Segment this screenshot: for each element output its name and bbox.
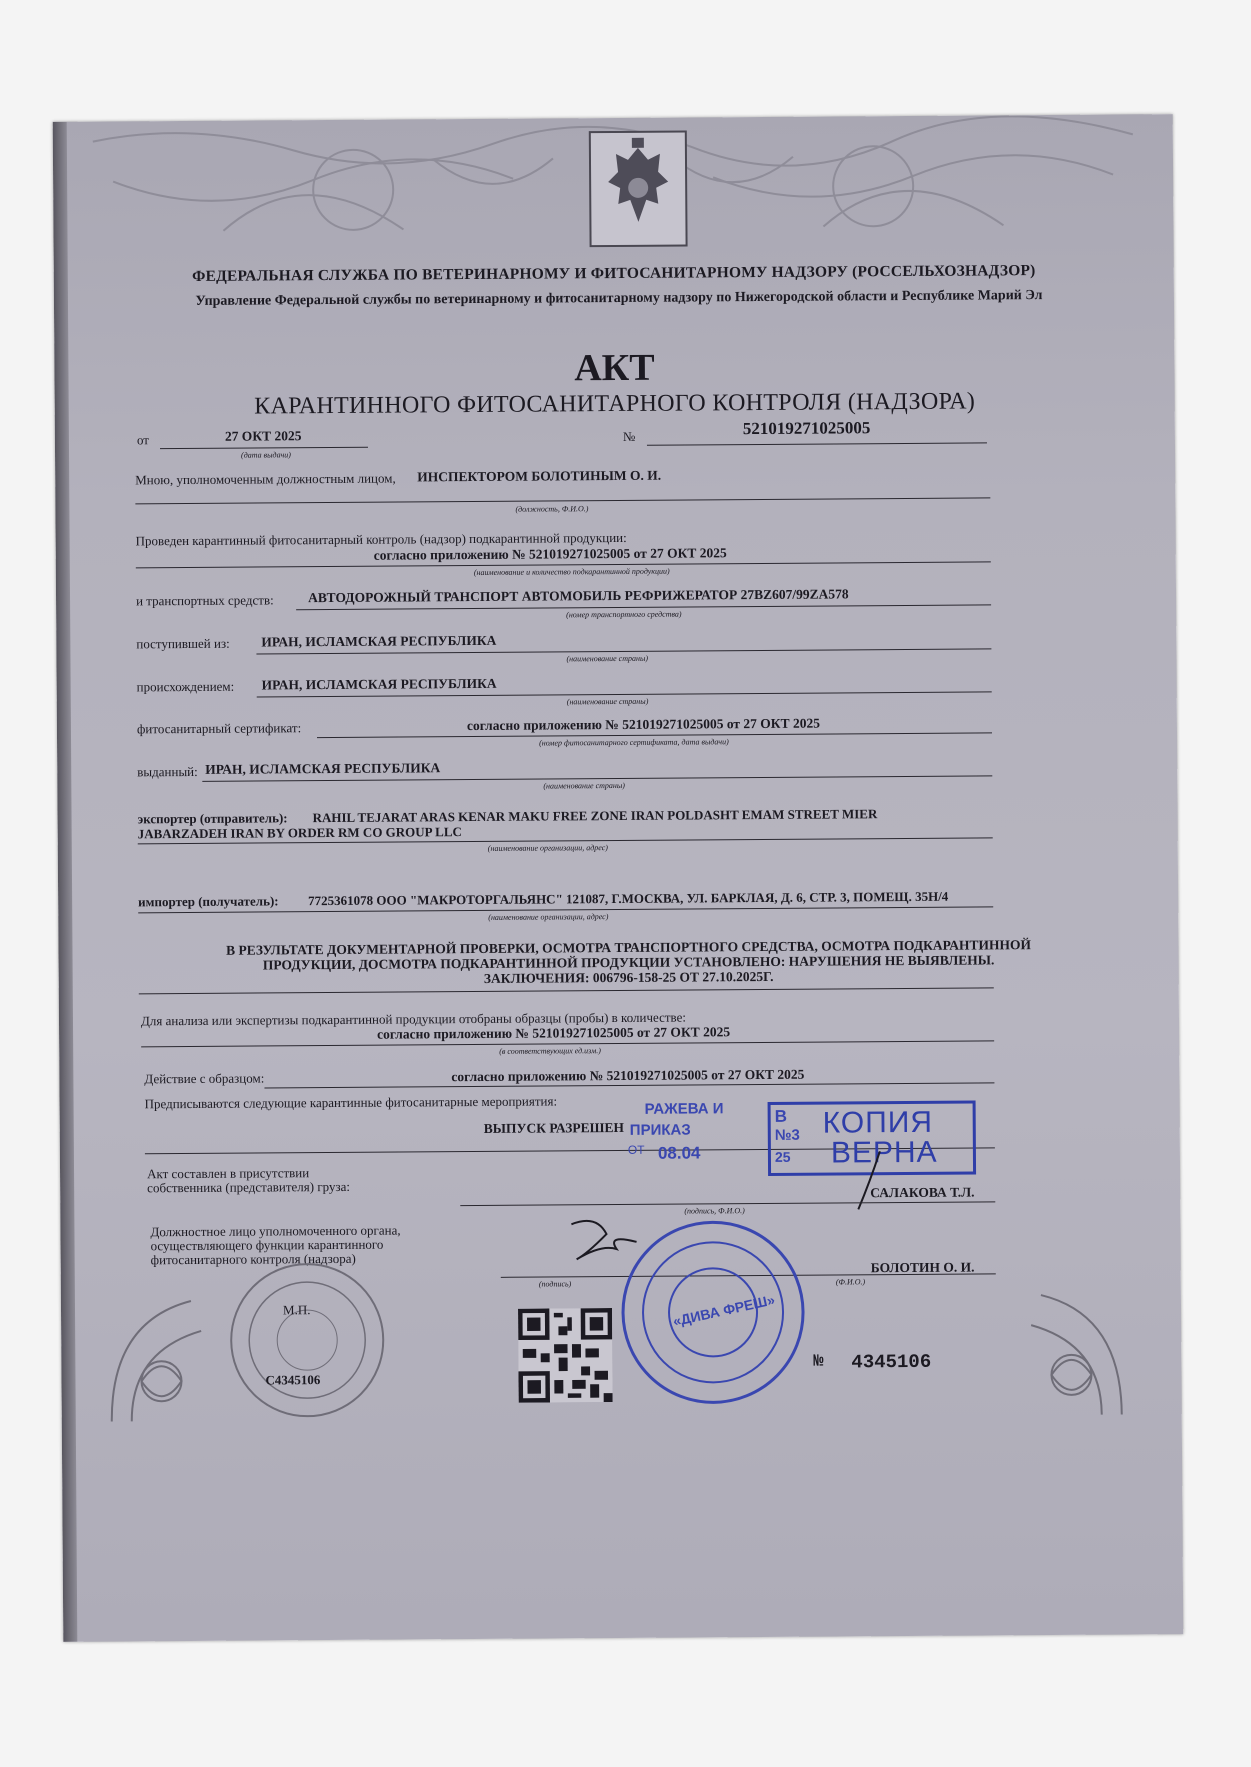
qr-code-icon [518,1308,613,1403]
measures-label: Предписываются следующие карантинные фитосанитарные мероприятия: [144,1093,558,1112]
importer-caption: (наименование организации, адрес) [488,912,609,922]
conclusion-line-1: В РЕЗУЛЬТАТЕ ДОКУМЕНТАРНОЙ ПРОВЕРКИ, ОСМОТРА ТРАНСПОРТНОГО СРЕДСТВА, ОСМОТРА ПОДКАРАНТИННОЙ [225,937,1031,958]
coat-of-arms-icon [588,129,689,248]
origin-value: ИРАН, ИСЛАМСКАЯ РЕСПУБЛИКА [261,675,497,693]
samples-value: согласно приложению № 521019271025005 от 27 ОКТ 2025 [377,1024,731,1042]
agency-title: ФЕДЕРАЛЬНАЯ СЛУЖБА ПО ВЕТЕРИНАРНОМУ И ФИТОСАНИТАРНОМУ НАДЗОРУ (РОССЕЛЬХОЗНАДЗОР) [191,262,1036,285]
ornament-bottom-left-icon [101,1281,232,1432]
official-value: БОЛОТИН О. И. [870,1259,975,1276]
control-label: Проведен карантинный фитосанитарный контроль (надзор) подкарантинной продукции: [135,529,627,549]
stamp-partial-3: 08.04 [657,1143,701,1163]
certificate-value: согласно приложению № 521019271025005 от 27 ОКТ 2025 [466,715,820,734]
stamp-partial-4: В [774,1106,788,1126]
copy-stamp-line-2: ВЕРНА [830,1135,938,1170]
transport-label: и транспортных средств: [136,592,274,609]
issued-value: ИРАН, ИСЛАМСКАЯ РЕСПУБЛИКА [205,760,441,777]
seal-form-number: С4345106 [265,1372,321,1388]
certificate-label: фитосанитарный сертификат: [136,720,302,737]
arrived-value: ИРАН, ИСЛАМСКАЯ РЕСПУБЛИКА [261,632,497,650]
number-value: 521019271025005 [742,418,871,439]
stamp-partial-1: РАЖЕВА И [644,1100,724,1118]
copy-stamp-line-1: КОПИЯ [822,1105,934,1140]
origin-caption: (наименование страны) [566,696,649,707]
transport-value: АВТОДОРОЖНЫЙ ТРАНСПОРТ АВТОМОБИЛЬ РЕФРИЖЕРАТОР 27BZ607/99ZA578 [307,586,849,606]
official-label-2: осуществляющего функции карантинного [150,1236,384,1254]
exporter-value-2: JABARZADEH IRAN BY ORDER RM CO GROUP LLC [137,824,462,842]
date-label: от [136,432,149,448]
exporter-caption: (наименование организации, адрес) [487,843,608,853]
owner-value: САЛАКОВА Т.Л. [870,1184,975,1201]
official-round-seal-icon [227,1260,388,1421]
ornament-bottom-right-icon [991,1274,1132,1425]
importer-label: импортер (получатель): [138,893,279,910]
official-caption-name: (Ф.И.О.) [835,1277,866,1287]
exporter-label: экспортер (отправитель): [137,810,288,827]
date-caption: (дата выдачи) [241,450,291,460]
stamp-partial-5: №3 [774,1126,800,1144]
official-label-1: Должностное лицо уполномоченного органа, [150,1222,401,1240]
official-label-3: фитосанитарного контроля (надзора) [150,1250,356,1268]
transport-caption: (номер транспортного средства) [566,609,682,620]
inspector-value: ИНСПЕКТОРОМ БОЛОТИНЫМ О. И. [417,467,662,485]
official-caption-sign: (подпись) [538,1279,572,1289]
samples-caption: (в соответствующих ед.изм.) [499,1046,601,1056]
sample-action-value: согласно приложению № 521019271025005 от 27 ОКТ 2025 [451,1066,805,1085]
sample-action-label: Действие с образцом: [144,1070,265,1087]
measures-value: ВЫПУСК РАЗРЕШЕН [483,1119,625,1136]
stamp-partial-7: ОТ [627,1142,645,1157]
inspector-caption: (должность, Ф.И.О.) [515,504,589,514]
certificate-caption: (номер фитосанитарного сертификата, дата выдачи) [539,737,729,748]
form-no-label: № [813,1352,824,1372]
owner-label-2: собственника (представителя) груза: [147,1178,351,1196]
doc-title: АКТ [574,346,655,390]
number-label: № [622,428,636,444]
control-value: согласно приложению № 521019271025005 от 27 ОКТ 2025 [373,545,727,563]
owner-caption: (подпись, Ф.И.О.) [684,1206,745,1216]
form-no-value: 4345106 [851,1350,932,1374]
issued-label: выданный: [137,763,198,780]
department-title: Управление Федеральной службы по ветеринарному и фитосанитарному надзору по Нижегородской области и Республике Марий Эл [195,288,1043,309]
conclusion-line-3: ЗАКЛЮЧЕНИЯ: 006796-158-25 ОТ 27.10.2025Г. [483,968,774,986]
importer-value: 7725361078 ООО "МАКРОТОРГАЛЬЯНС" 121087, Г.МОСКВА, УЛ. БАРКЛАЯ, Д. 6, СТР. 3, ПОМЕЩ. 35Н/4 [308,888,949,909]
doc-subtitle: КАРАНТИННОГО ФИТОСАНИТАРНОГО КОНТРОЛЯ (НАДЗОРА) [254,388,976,420]
seal-mp: М.П. [282,1302,311,1318]
arrived-label: поступившей из: [136,635,230,652]
exporter-value-1: RAHIL TEJARAT ARAS KENAR MAKU FREE ZONE IRAN POLDASHT EMAM STREET MIER [312,806,878,826]
conclusion-line-2: ПРОДУКЦИИ, ДОСМОТРА ПОДКАРАНТИННОЙ ПРОДУКЦИИ УСТАНОВЛЕНО: НАРУШЕНИЯ НЕ ВЫЯВЛЕНЫ. [262,952,995,973]
issued-caption: (наименование страны) [543,780,625,791]
date-value: 27 ОКТ 2025 [224,428,302,444]
stamp-partial-2: ПРИКАЗ [629,1121,691,1139]
owner-label-1: Акт составлен в присутствии [147,1165,310,1182]
origin-label: происхождением: [136,678,235,695]
arrived-caption: (наименование страны) [566,653,649,664]
certificate-sheet [53,114,1184,1642]
company-seal-name: «ДИВА ФРЕШ» [671,1291,777,1330]
control-caption: (наименование и количество подкарантинной продукции) [473,566,670,577]
samples-label: Для анализа или экспертизы подкарантинной продукции отобраны образцы (пробы) в количестве: [140,1009,687,1029]
inspector-label: Мною, уполномоченным должностным лицом, [135,470,396,488]
stamp-partial-6: 25 [774,1148,791,1165]
